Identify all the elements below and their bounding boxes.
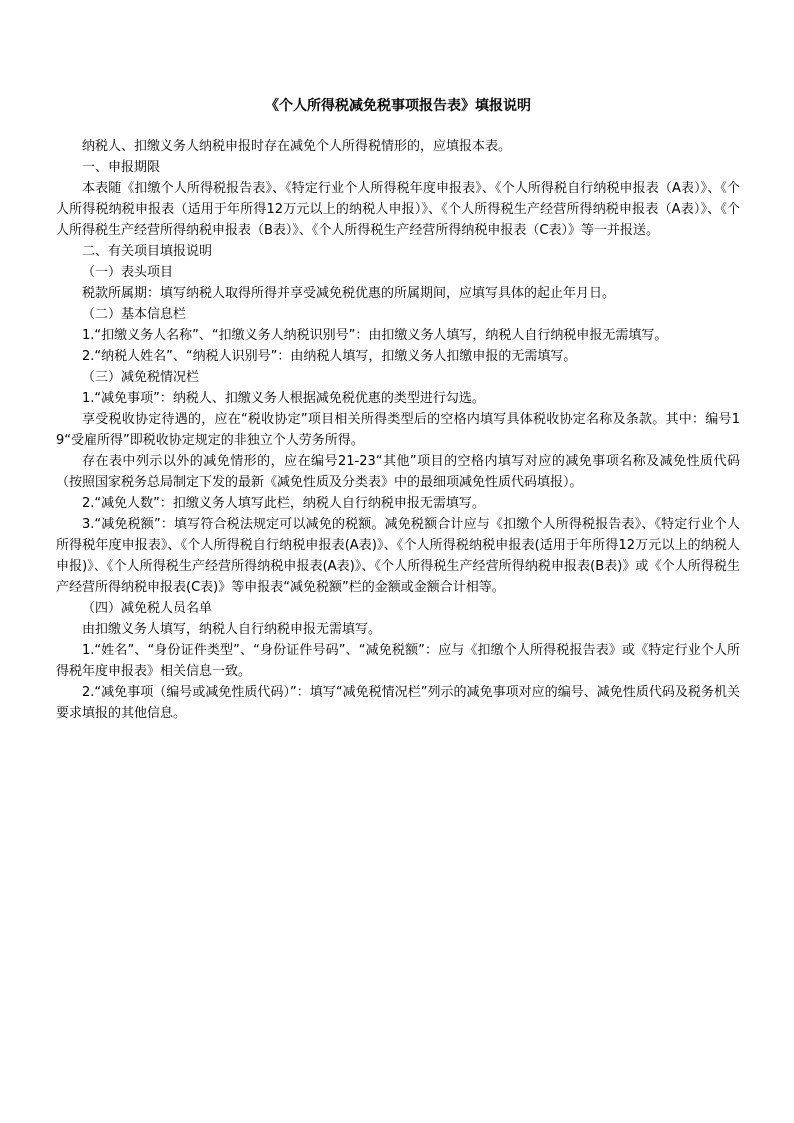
basic-info-item-2: 2.“纳税人姓名”、“纳税人识别号”：由纳税人填写，扣缴义务人扣缴申报的无需填写。 bbox=[82, 349, 577, 364]
tax-period-paragraph: 税款所属期：填写纳税人取得所得并享受减免税优惠的所属期间，应填写具体的起止年月日。 bbox=[82, 286, 616, 301]
tax-treaty-paragraph: 享受税收协定待遇的，应在“税收协定”项目相关所得类型后的空格内填写具体税收协定名称及条款。其中：编号19“受雇所得”即税收协定规定的非独立个人劳务所得。 bbox=[56, 412, 740, 448]
subheading-exemption-status: （三）减免税情况栏 bbox=[82, 370, 200, 385]
exempt-persons-item-1: 1.“姓名”、“身份证件类型”、“身份证件号码”、“减免税额”：应与《扣缴个人所得税报告表》或《特定行业个人所得税年度申报表》相关信息一致。 bbox=[56, 643, 740, 679]
exempt-persons-item-2: 2.“减免事项（编号或减免性质代码）”：填写“减免税情况栏”列示的减免事项对应的编号、减免性质代码及税务机关要求填报的其他信息。 bbox=[56, 685, 740, 721]
document-title: 《个人所得税减免税事项报告表》填报说明 bbox=[265, 98, 531, 114]
subheading-basic-info: （二）基本信息栏 bbox=[82, 307, 187, 322]
exemption-item-1: 1.“减免事项”：纳税人、扣缴义务人根据减免税优惠的类型进行勾选。 bbox=[82, 391, 485, 406]
basic-info-item-1: 1.“扣缴义务人名称”、“扣缴义务人纳税识别号”：由扣缴义务人填写，纳税人自行纳税申报无需填写。 bbox=[82, 328, 668, 343]
exempt-persons-intro: 由扣缴义务人填写，纳税人自行纳税申报无需填写。 bbox=[82, 622, 382, 637]
section-heading-item-instructions: 二、有关项目填报说明 bbox=[82, 244, 213, 259]
intro-paragraph: 纳税人、扣缴义务人纳税申报时存在减免个人所得税情形的，应填报本表。 bbox=[82, 139, 512, 154]
document-page bbox=[56, 95, 740, 724]
other-exemptions-paragraph: 存在表中列示以外的减免情形的，应在编号21-23“其他”项目的空格内填写对应的减免事项名称及减免性质代码（按照国家税务总局制定下发的最新《减免性质及分类表》中的最细项减免性质代码填报）。 bbox=[56, 454, 740, 490]
subheading-header-items: （一）表头项目 bbox=[82, 265, 174, 280]
subheading-exempt-persons: （四）减免税人员名单 bbox=[82, 601, 213, 616]
filing-period-paragraph: 本表随《扣缴个人所得税报告表》、《特定行业个人所得税年度申报表》、《个人所得税自行纳税申报表（A表）》、《个人所得税纳税申报表（适用于年所得12万元以上的纳税人申报）》、《个人所得税生产经营所得纳税申报表（A表）》、《个人所得税生产经营所得纳税申报表（B表）》、《个人所得税生产经营所得纳税申报表（C表）》等一并报送。 bbox=[56, 181, 740, 238]
section-heading-filing-period: 一、申报期限 bbox=[82, 160, 161, 175]
exemption-item-2: 2.“减免人数”：扣缴义务人填写此栏，纳税人自行纳税申报无需填写。 bbox=[82, 496, 485, 511]
exemption-item-3: 3.“减免税额”：填写符合税法规定可以减免的税额。减免税额合计应与《扣缴个人所得税报告表》、《特定行业个人所得税年度申报表》、《个人所得税自行纳税申报表(A表)》、《个人所得税纳税申报表(适用于年所得12万元以上的纳税人申报)》、《个人所得税生产经营所得纳税申报表(A表)》、《个人所得税生产经营所得纳税申报表(B表)》或《个人所得税生产经营所得纳税申报表(C表)》等申报表“减免税额”栏的金额或金额合计相等。 bbox=[56, 517, 740, 595]
